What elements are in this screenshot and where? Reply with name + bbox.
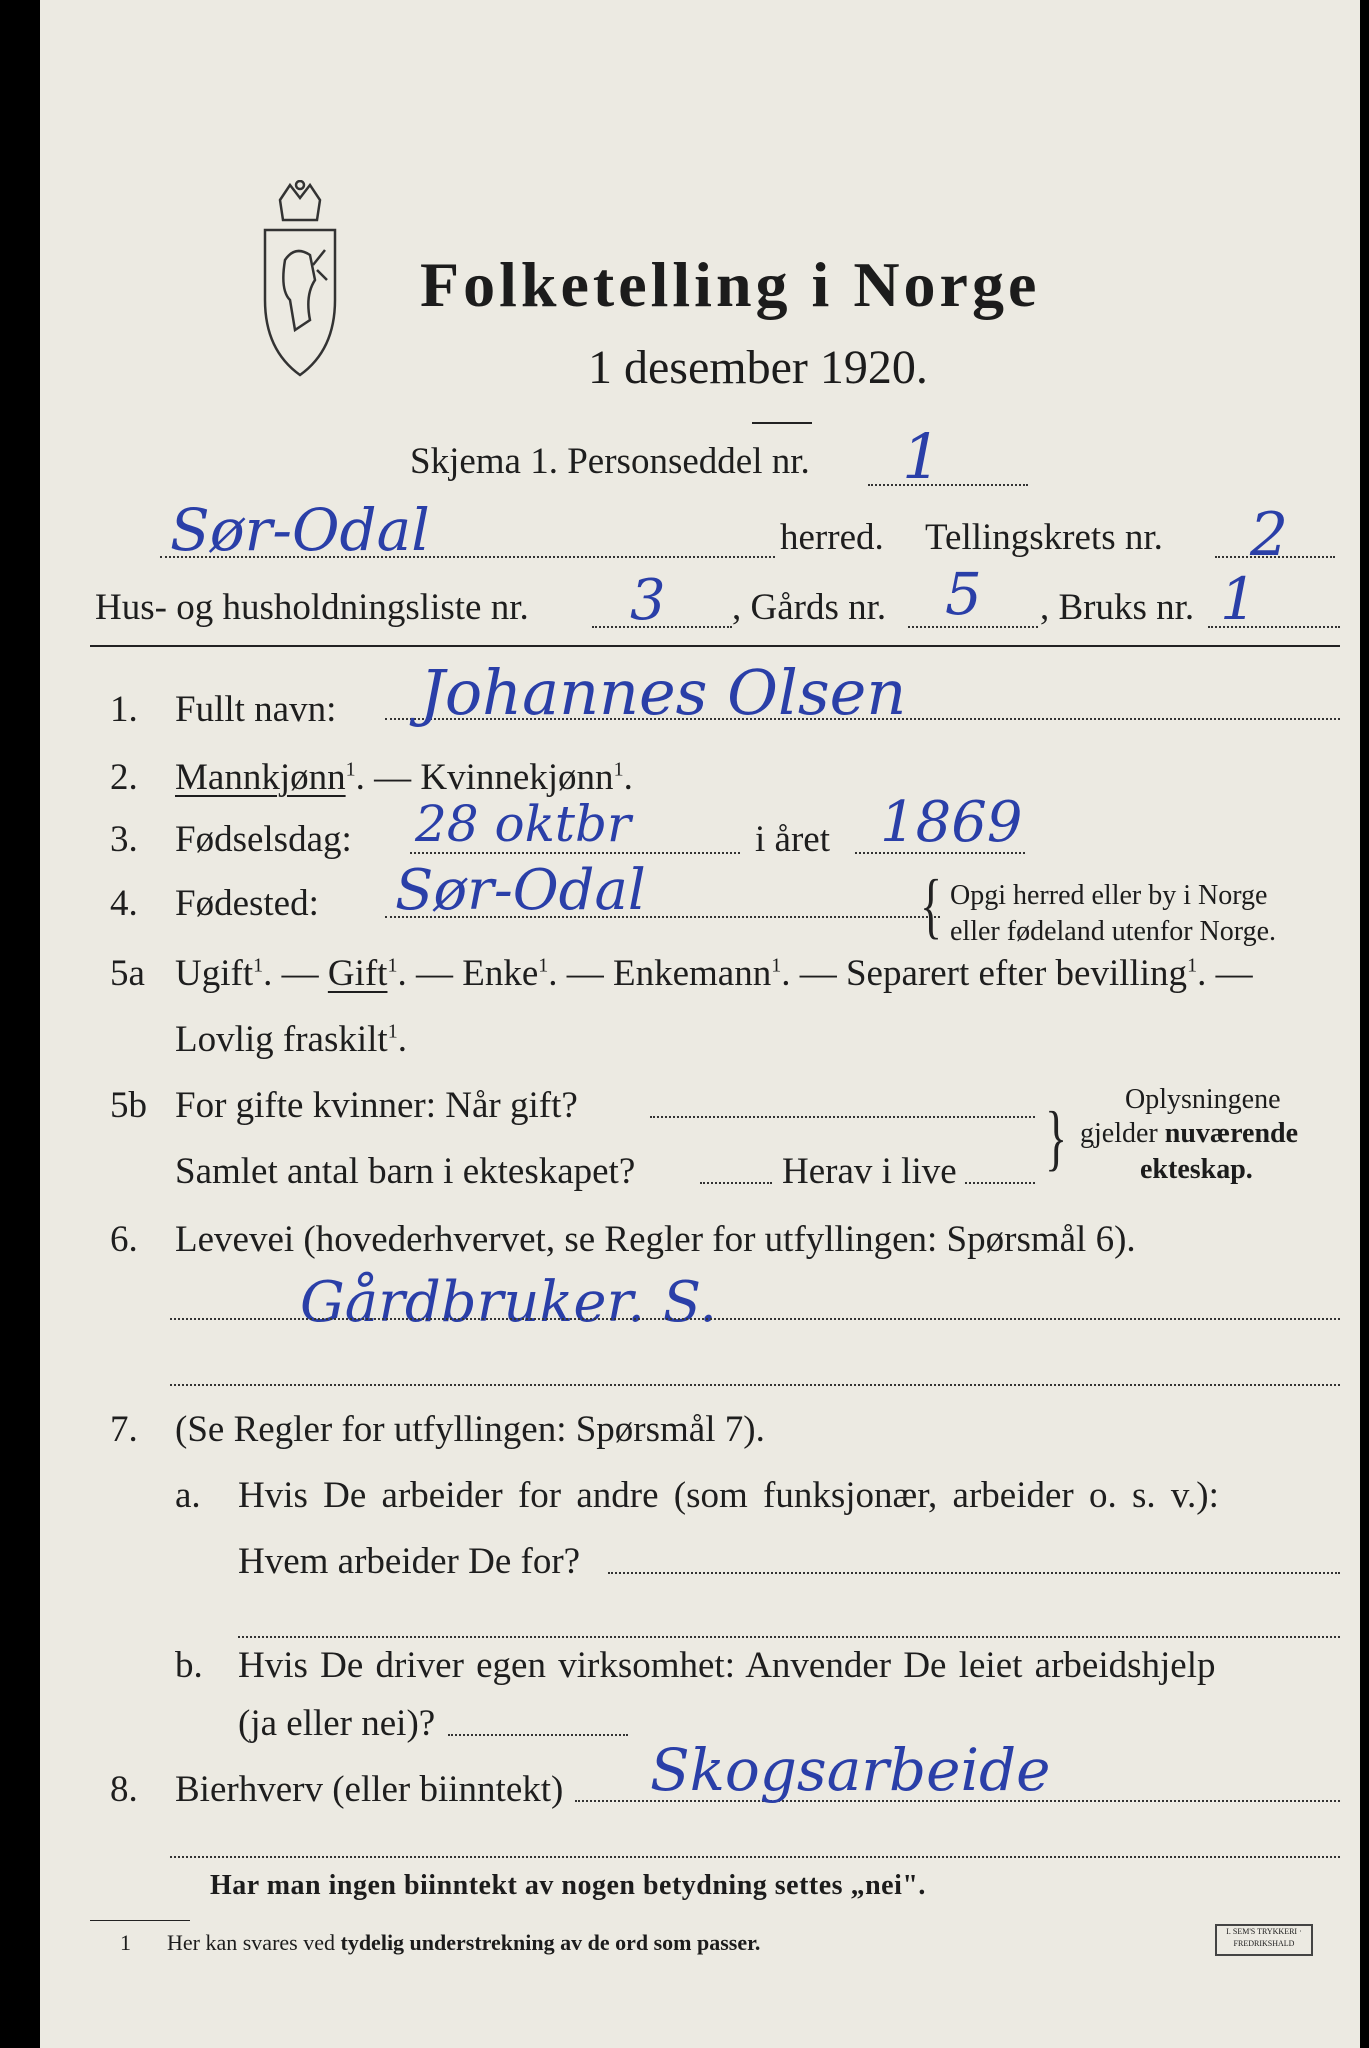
option-separert[interactable]: Separert efter bevilling bbox=[845, 953, 1188, 994]
husholdningsliste-value[interactable]: 3 bbox=[630, 568, 666, 633]
coat-of-arms-icon bbox=[255, 180, 345, 385]
herred-label: herred. bbox=[780, 517, 884, 558]
footnote-number: 1 bbox=[120, 1930, 131, 1955]
q7b-line2: (ja eller nei)? bbox=[238, 1703, 436, 1744]
q1-number: 1. bbox=[110, 689, 138, 730]
footnote-marker: 1 bbox=[613, 758, 624, 781]
q6-number: 6. bbox=[110, 1219, 138, 1260]
husholdningsliste-label: Hus- og husholdningsliste nr. bbox=[95, 587, 529, 628]
option-ugift[interactable]: Ugift bbox=[175, 953, 254, 994]
q5b-note2: gjelder nuværende bbox=[1080, 1118, 1299, 1149]
q5b-number: 5b bbox=[110, 1085, 147, 1126]
header-divider bbox=[90, 645, 1340, 647]
separator: . — bbox=[355, 757, 421, 798]
title-divider bbox=[752, 422, 812, 424]
footnote-divider bbox=[90, 1920, 190, 1921]
census-date: 1 desember 1920. bbox=[588, 341, 928, 394]
footnote-marker: 1 bbox=[345, 758, 356, 781]
option-enke[interactable]: Enke bbox=[462, 953, 539, 994]
q4-label: Fødested: bbox=[175, 883, 319, 924]
occupation-field-line-1 bbox=[170, 1318, 1340, 1320]
side-occupation-field-line-2 bbox=[170, 1856, 1340, 1858]
option-gift[interactable]: Gift bbox=[327, 953, 388, 994]
side-occupation-value[interactable]: Skogsarbeide bbox=[650, 1736, 1051, 1804]
personseddel-field-line bbox=[868, 484, 1028, 486]
q4-note-line1: Opgi herred eller by i Norge bbox=[950, 880, 1268, 911]
option-fraskilt[interactable]: Lovlig fraskilt bbox=[175, 1019, 388, 1060]
q7b-line1: Hvis De driver egen virksomhet: Anvender De leiet arbeidshjelp bbox=[238, 1645, 1216, 1686]
printer-stamp: I. SEM'S TRYKKERI · FREDRIKSHALD bbox=[1215, 1924, 1313, 1956]
herred-value[interactable]: Sør-Odal bbox=[170, 496, 430, 564]
birth-year-value[interactable]: 1869 bbox=[880, 790, 1023, 855]
children-alive-field-line bbox=[965, 1182, 1035, 1184]
q1-label: Fullt navn: bbox=[175, 689, 337, 730]
q7a-letter: a. bbox=[175, 1475, 201, 1516]
option-enkemann[interactable]: Enkemann bbox=[613, 953, 772, 994]
marital-status-options: Ugift$^1$. — Gift$^1$. — Enke$^1$. — Enkemann$^1$. — Separert efter bevilling$^1$. — bbox=[175, 953, 1253, 994]
q5b-note3: ekteskap. bbox=[1140, 1154, 1253, 1185]
occupation-field-line-2 bbox=[170, 1384, 1340, 1386]
form-title: Folketelling i Norge bbox=[420, 249, 1041, 320]
q4-brace: { bbox=[920, 863, 943, 946]
q3-label: Fødselsdag: bbox=[175, 819, 352, 860]
q8-label: Bierhverv (eller biinntekt) bbox=[175, 1769, 564, 1810]
option-fraskilt-line: Lovlig fraskilt$^1$. bbox=[175, 1019, 407, 1060]
q5b-line2b: Herav i live bbox=[782, 1151, 957, 1192]
birthplace-value[interactable]: Sør-Odal bbox=[395, 858, 646, 923]
q7a-line1: Hvis De arbeider for andre (som funksjonær, arbeider o. s. v.): bbox=[238, 1475, 1219, 1516]
q7-label: (Se Regler for utfyllingen: Spørsmål 7). bbox=[175, 1409, 765, 1450]
period: . bbox=[623, 757, 633, 798]
personseddel-number[interactable]: 1 bbox=[902, 420, 942, 493]
bruks-label: , Bruks nr. bbox=[1040, 587, 1195, 628]
hired-help-field-line bbox=[448, 1734, 628, 1736]
q4-number: 4. bbox=[110, 883, 138, 924]
q5a-number: 5a bbox=[110, 953, 145, 994]
female-option[interactable]: Kvinnekjønn bbox=[420, 757, 614, 798]
male-option[interactable]: Mannkjønn bbox=[175, 757, 346, 798]
q5b-line1: For gifte kvinner: Når gift? bbox=[175, 1085, 578, 1126]
schema-label: Skjema 1. Personseddel nr. bbox=[410, 441, 810, 482]
gards-label: , Gårds nr. bbox=[732, 587, 887, 628]
q7-number: 7. bbox=[110, 1409, 138, 1450]
q4-note-line2: eller fødeland utenfor Norge. bbox=[950, 916, 1277, 947]
q6-label: Levevei (hovederhvervet, se Regler for utfyllingen: Spørsmål 6). bbox=[175, 1219, 1136, 1260]
q2-gender bbox=[175, 756, 633, 799]
footnote: 1 Her kan svares ved tydelig understrekning av de ord som passer. bbox=[120, 1930, 761, 1955]
q3-number: 3. bbox=[110, 819, 138, 860]
married-date-field-line bbox=[650, 1116, 1035, 1118]
full-name-value[interactable]: Johannes Olsen bbox=[420, 656, 907, 729]
herred-field-line bbox=[160, 556, 775, 558]
footer-note: Har man ingen biinntekt av nogen betydning settes „nei". bbox=[210, 1870, 926, 1901]
q2-number: 2. bbox=[110, 757, 138, 798]
q7a-line2: Hvem arbeider De for? bbox=[238, 1541, 581, 1582]
employer-field-line-2 bbox=[238, 1636, 1340, 1638]
birthday-value[interactable]: 28 oktbr bbox=[415, 795, 631, 853]
q8-number: 8. bbox=[110, 1769, 138, 1810]
children-count-field-line bbox=[700, 1182, 772, 1184]
occupation-value[interactable]: Gårdbruker. S. bbox=[300, 1270, 717, 1335]
q5b-note1: Oplysningene bbox=[1125, 1084, 1281, 1115]
bruks-value[interactable]: 1 bbox=[1220, 565, 1257, 633]
q5b-brace: } bbox=[1045, 1095, 1068, 1178]
q5b-line2a: Samlet antal barn i ekteskapet? bbox=[175, 1151, 636, 1192]
census-form bbox=[40, 0, 1360, 2048]
birth-year-label: i året bbox=[755, 819, 830, 860]
tellingskrets-value[interactable]: 2 bbox=[1250, 500, 1289, 570]
gards-value[interactable]: 5 bbox=[945, 560, 982, 628]
tellingskrets-label: Tellingskrets nr. bbox=[925, 517, 1163, 558]
q7b-letter: b. bbox=[175, 1645, 203, 1686]
employer-field-line-1 bbox=[608, 1572, 1340, 1574]
